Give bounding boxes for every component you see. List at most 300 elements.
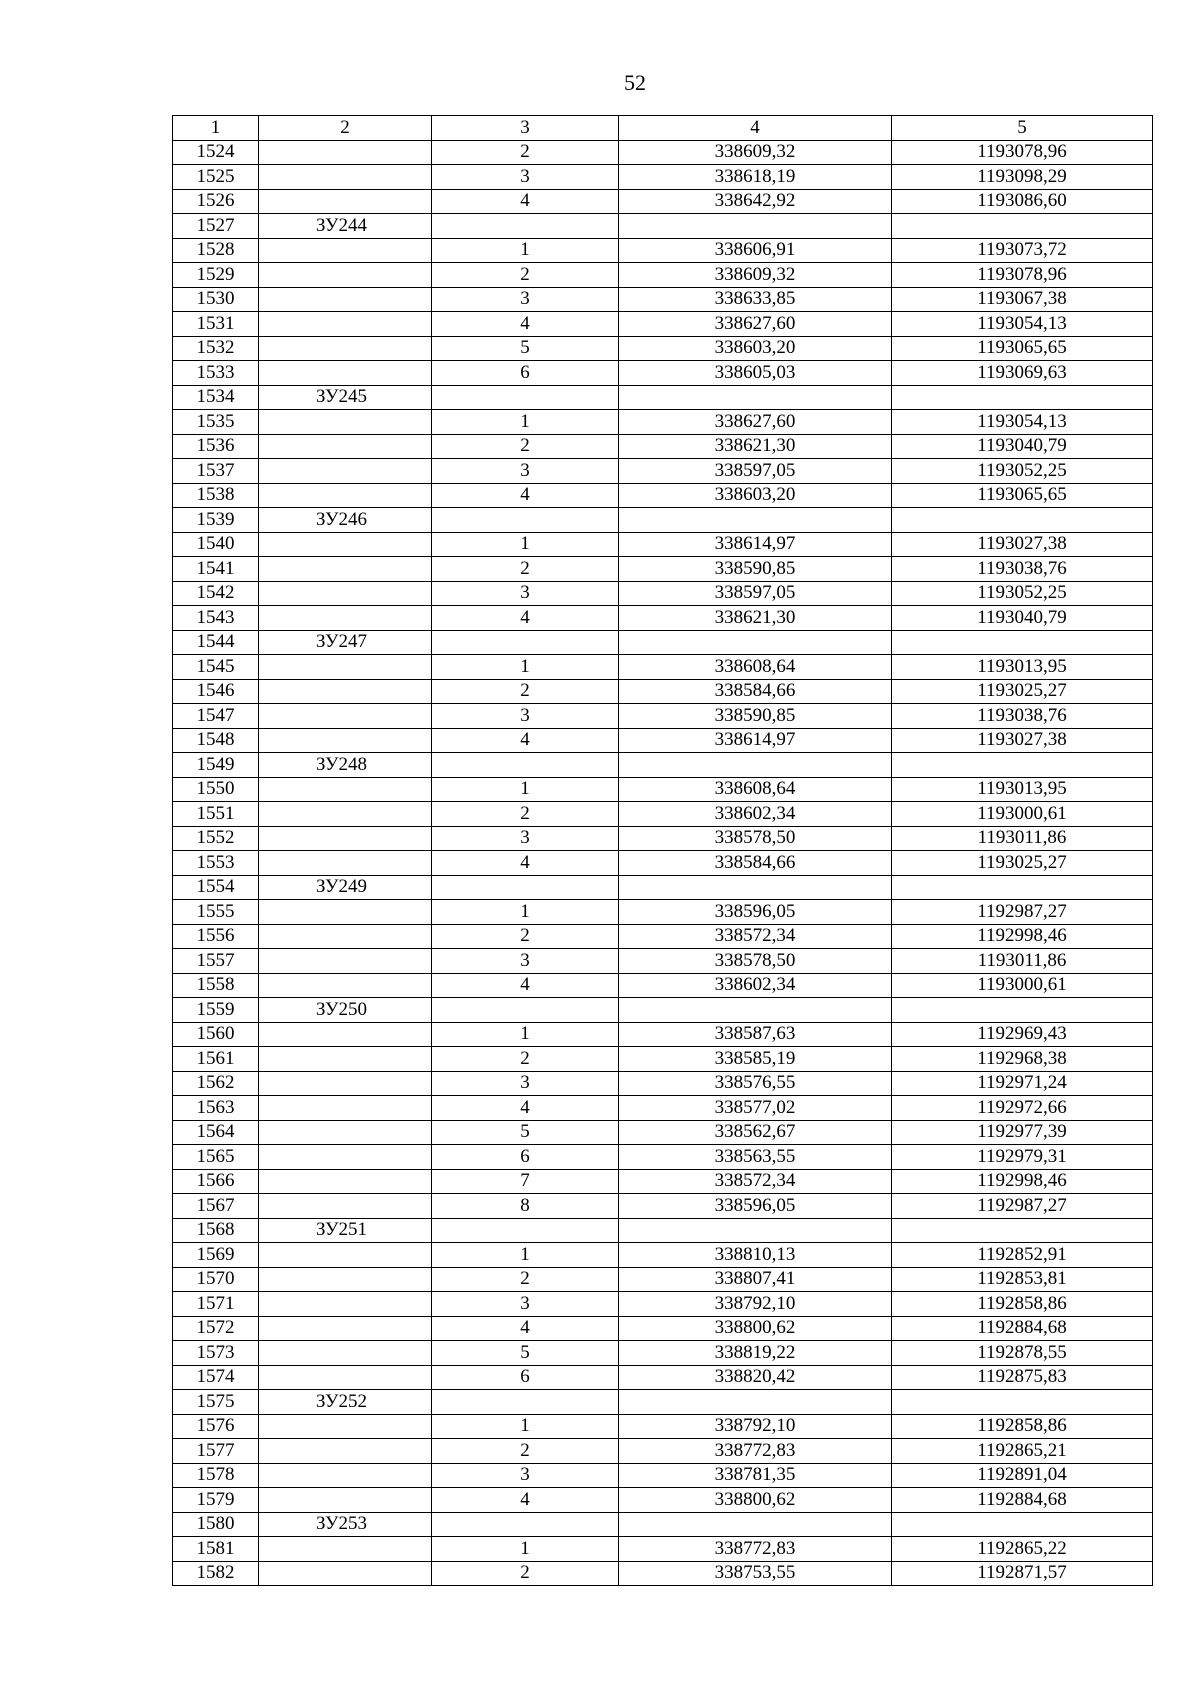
plot-name-cell bbox=[259, 1365, 432, 1390]
point-number-cell: 4 bbox=[432, 1096, 619, 1121]
coordinates-table bbox=[172, 115, 1153, 1586]
plot-name-cell bbox=[259, 1145, 432, 1170]
point-number-cell: 7 bbox=[432, 1169, 619, 1194]
point-number-cell: 1 bbox=[432, 1537, 619, 1562]
plot-name-cell bbox=[259, 802, 432, 827]
y-coordinate-cell: 1192884,68 bbox=[892, 1488, 1153, 1513]
plot-name-cell bbox=[259, 238, 432, 263]
row-number-cell: 1579 bbox=[173, 1488, 259, 1513]
row-number-cell: 1552 bbox=[173, 826, 259, 851]
plot-name-cell bbox=[259, 1537, 432, 1562]
x-coordinate-cell: 338792,10 bbox=[619, 1292, 892, 1317]
table-row bbox=[173, 238, 1153, 263]
point-number-cell: 3 bbox=[432, 581, 619, 606]
point-number-cell: 3 bbox=[432, 165, 619, 190]
point-number-cell bbox=[432, 1390, 619, 1415]
y-coordinate-cell: 1193054,13 bbox=[892, 410, 1153, 435]
plot-name-cell bbox=[259, 410, 432, 435]
plot-name-cell bbox=[259, 728, 432, 753]
y-coordinate-cell: 1192871,57 bbox=[892, 1561, 1153, 1586]
row-number-cell: 1550 bbox=[173, 777, 259, 802]
point-number-cell: 3 bbox=[432, 1292, 619, 1317]
table-row bbox=[173, 1292, 1153, 1317]
table-row bbox=[173, 532, 1153, 557]
plot-name-cell bbox=[259, 1120, 432, 1145]
plot-name-cell bbox=[259, 1267, 432, 1292]
y-coordinate-cell: 1193073,72 bbox=[892, 238, 1153, 263]
plot-name-cell bbox=[259, 165, 432, 190]
x-coordinate-cell: 338590,85 bbox=[619, 557, 892, 582]
x-coordinate-cell bbox=[619, 753, 892, 778]
x-coordinate-cell bbox=[619, 214, 892, 239]
column-header: 4 bbox=[619, 116, 892, 141]
row-number-cell: 1563 bbox=[173, 1096, 259, 1121]
x-coordinate-cell: 338753,55 bbox=[619, 1561, 892, 1586]
point-number-cell: 6 bbox=[432, 1145, 619, 1170]
table-row bbox=[173, 606, 1153, 631]
x-coordinate-cell: 338596,05 bbox=[619, 1194, 892, 1219]
y-coordinate-cell bbox=[892, 630, 1153, 655]
y-coordinate-cell: 1193067,38 bbox=[892, 287, 1153, 312]
row-number-cell: 1573 bbox=[173, 1341, 259, 1366]
plot-name-cell bbox=[259, 655, 432, 680]
x-coordinate-cell: 338772,83 bbox=[619, 1537, 892, 1562]
y-coordinate-cell: 1193013,95 bbox=[892, 655, 1153, 680]
point-number-cell: 1 bbox=[432, 532, 619, 557]
y-coordinate-cell: 1193065,65 bbox=[892, 483, 1153, 508]
y-coordinate-cell: 1193052,25 bbox=[892, 459, 1153, 484]
point-number-cell bbox=[432, 998, 619, 1023]
row-number-cell: 1580 bbox=[173, 1512, 259, 1537]
column-header: 3 bbox=[432, 116, 619, 141]
y-coordinate-cell: 1193040,79 bbox=[892, 434, 1153, 459]
x-coordinate-cell: 338621,30 bbox=[619, 434, 892, 459]
plot-name-cell bbox=[259, 777, 432, 802]
point-number-cell: 8 bbox=[432, 1194, 619, 1219]
plot-name-cell bbox=[259, 189, 432, 214]
row-number-cell: 1531 bbox=[173, 312, 259, 337]
point-number-cell: 2 bbox=[432, 263, 619, 288]
table-row bbox=[173, 1243, 1153, 1268]
table-header-row bbox=[173, 116, 1153, 141]
y-coordinate-cell bbox=[892, 214, 1153, 239]
point-number-cell: 3 bbox=[432, 1463, 619, 1488]
row-number-cell: 1529 bbox=[173, 263, 259, 288]
point-number-cell: 3 bbox=[432, 826, 619, 851]
table-row bbox=[173, 508, 1153, 533]
table-row bbox=[173, 1267, 1153, 1292]
x-coordinate-cell: 338807,41 bbox=[619, 1267, 892, 1292]
y-coordinate-cell: 1192968,38 bbox=[892, 1047, 1153, 1072]
x-coordinate-cell: 338800,62 bbox=[619, 1316, 892, 1341]
point-number-cell: 1 bbox=[432, 900, 619, 925]
y-coordinate-cell: 1192858,86 bbox=[892, 1414, 1153, 1439]
table-row bbox=[173, 287, 1153, 312]
y-coordinate-cell: 1193069,63 bbox=[892, 361, 1153, 386]
plot-name-cell bbox=[259, 606, 432, 631]
x-coordinate-cell bbox=[619, 1512, 892, 1537]
x-coordinate-cell: 338578,50 bbox=[619, 826, 892, 851]
row-number-cell: 1527 bbox=[173, 214, 259, 239]
plot-name-cell bbox=[259, 949, 432, 974]
point-number-cell: 2 bbox=[432, 557, 619, 582]
y-coordinate-cell bbox=[892, 385, 1153, 410]
point-number-cell: 4 bbox=[432, 189, 619, 214]
y-coordinate-cell: 1193038,76 bbox=[892, 557, 1153, 582]
y-coordinate-cell: 1192972,66 bbox=[892, 1096, 1153, 1121]
plot-name-cell bbox=[259, 1463, 432, 1488]
table-row bbox=[173, 1463, 1153, 1488]
point-number-cell: 3 bbox=[432, 1071, 619, 1096]
row-number-cell: 1551 bbox=[173, 802, 259, 827]
plot-name-cell bbox=[259, 532, 432, 557]
table-row bbox=[173, 1169, 1153, 1194]
plot-name-cell bbox=[259, 1243, 432, 1268]
plot-name-cell bbox=[259, 483, 432, 508]
x-coordinate-cell: 338820,42 bbox=[619, 1365, 892, 1390]
column-header: 5 bbox=[892, 116, 1153, 141]
point-number-cell: 2 bbox=[432, 924, 619, 949]
point-number-cell: 2 bbox=[432, 140, 619, 165]
plot-name-cell: ЗУ251 bbox=[259, 1218, 432, 1243]
y-coordinate-cell: 1193040,79 bbox=[892, 606, 1153, 631]
x-coordinate-cell: 338584,66 bbox=[619, 851, 892, 876]
row-number-cell: 1576 bbox=[173, 1414, 259, 1439]
plot-name-cell bbox=[259, 900, 432, 925]
point-number-cell: 4 bbox=[432, 851, 619, 876]
y-coordinate-cell: 1192977,39 bbox=[892, 1120, 1153, 1145]
y-coordinate-cell: 1193000,61 bbox=[892, 973, 1153, 998]
x-coordinate-cell: 338576,55 bbox=[619, 1071, 892, 1096]
table-row bbox=[173, 1341, 1153, 1366]
row-number-cell: 1582 bbox=[173, 1561, 259, 1586]
plot-name-cell bbox=[259, 287, 432, 312]
row-number-cell: 1555 bbox=[173, 900, 259, 925]
table-row bbox=[173, 1561, 1153, 1586]
plot-name-cell: ЗУ248 bbox=[259, 753, 432, 778]
point-number-cell: 4 bbox=[432, 973, 619, 998]
y-coordinate-cell: 1193013,95 bbox=[892, 777, 1153, 802]
row-number-cell: 1534 bbox=[173, 385, 259, 410]
row-number-cell: 1537 bbox=[173, 459, 259, 484]
point-number-cell: 1 bbox=[432, 655, 619, 680]
row-number-cell: 1528 bbox=[173, 238, 259, 263]
x-coordinate-cell: 338810,13 bbox=[619, 1243, 892, 1268]
x-coordinate-cell: 338572,34 bbox=[619, 924, 892, 949]
y-coordinate-cell: 1193065,65 bbox=[892, 336, 1153, 361]
table-row bbox=[173, 1488, 1153, 1513]
table-row bbox=[173, 1390, 1153, 1415]
point-number-cell bbox=[432, 875, 619, 900]
table-row bbox=[173, 1414, 1153, 1439]
y-coordinate-cell: 1193011,86 bbox=[892, 949, 1153, 974]
x-coordinate-cell bbox=[619, 998, 892, 1023]
row-number-cell: 1567 bbox=[173, 1194, 259, 1219]
plot-name-cell bbox=[259, 1071, 432, 1096]
x-coordinate-cell: 338587,63 bbox=[619, 1022, 892, 1047]
table-row bbox=[173, 214, 1153, 239]
table-row bbox=[173, 1096, 1153, 1121]
table-row bbox=[173, 1218, 1153, 1243]
y-coordinate-cell: 1193086,60 bbox=[892, 189, 1153, 214]
y-coordinate-cell: 1193027,38 bbox=[892, 532, 1153, 557]
plot-name-cell bbox=[259, 1022, 432, 1047]
plot-name-cell bbox=[259, 851, 432, 876]
table-row bbox=[173, 900, 1153, 925]
x-coordinate-cell: 338563,55 bbox=[619, 1145, 892, 1170]
row-number-cell: 1524 bbox=[173, 140, 259, 165]
point-number-cell: 3 bbox=[432, 949, 619, 974]
point-number-cell: 1 bbox=[432, 410, 619, 435]
table-row bbox=[173, 483, 1153, 508]
row-number-cell: 1558 bbox=[173, 973, 259, 998]
y-coordinate-cell: 1192875,83 bbox=[892, 1365, 1153, 1390]
row-number-cell: 1556 bbox=[173, 924, 259, 949]
x-coordinate-cell: 338590,85 bbox=[619, 704, 892, 729]
table-row bbox=[173, 1194, 1153, 1219]
row-number-cell: 1546 bbox=[173, 679, 259, 704]
x-coordinate-cell: 338609,32 bbox=[619, 140, 892, 165]
table-row bbox=[173, 263, 1153, 288]
y-coordinate-cell bbox=[892, 1512, 1153, 1537]
plot-name-cell bbox=[259, 1047, 432, 1072]
point-number-cell: 4 bbox=[432, 483, 619, 508]
x-coordinate-cell: 338608,64 bbox=[619, 655, 892, 680]
point-number-cell: 3 bbox=[432, 704, 619, 729]
x-coordinate-cell bbox=[619, 385, 892, 410]
y-coordinate-cell: 1193027,38 bbox=[892, 728, 1153, 753]
table-row bbox=[173, 1071, 1153, 1096]
row-number-cell: 1538 bbox=[173, 483, 259, 508]
plot-name-cell: ЗУ245 bbox=[259, 385, 432, 410]
row-number-cell: 1545 bbox=[173, 655, 259, 680]
x-coordinate-cell: 338603,20 bbox=[619, 336, 892, 361]
point-number-cell: 3 bbox=[432, 287, 619, 312]
row-number-cell: 1526 bbox=[173, 189, 259, 214]
point-number-cell: 4 bbox=[432, 606, 619, 631]
point-number-cell: 1 bbox=[432, 1243, 619, 1268]
plot-name-cell bbox=[259, 434, 432, 459]
row-number-cell: 1532 bbox=[173, 336, 259, 361]
x-coordinate-cell bbox=[619, 630, 892, 655]
page-number: 52 bbox=[624, 70, 646, 95]
point-number-cell: 6 bbox=[432, 1365, 619, 1390]
table-row bbox=[173, 165, 1153, 190]
x-coordinate-cell: 338609,32 bbox=[619, 263, 892, 288]
row-number-cell: 1561 bbox=[173, 1047, 259, 1072]
table-row bbox=[173, 1022, 1153, 1047]
table-row bbox=[173, 802, 1153, 827]
plot-name-cell: ЗУ252 bbox=[259, 1390, 432, 1415]
y-coordinate-cell: 1192853,81 bbox=[892, 1267, 1153, 1292]
row-number-cell: 1533 bbox=[173, 361, 259, 386]
point-number-cell: 4 bbox=[432, 728, 619, 753]
plot-name-cell bbox=[259, 1194, 432, 1219]
row-number-cell: 1578 bbox=[173, 1463, 259, 1488]
table-row bbox=[173, 557, 1153, 582]
point-number-cell bbox=[432, 630, 619, 655]
point-number-cell: 6 bbox=[432, 361, 619, 386]
point-number-cell: 2 bbox=[432, 1047, 619, 1072]
plot-name-cell bbox=[259, 1292, 432, 1317]
x-coordinate-cell: 338800,62 bbox=[619, 1488, 892, 1513]
x-coordinate-cell: 338606,91 bbox=[619, 238, 892, 263]
x-coordinate-cell bbox=[619, 875, 892, 900]
x-coordinate-cell: 338605,03 bbox=[619, 361, 892, 386]
point-number-cell bbox=[432, 214, 619, 239]
table-row bbox=[173, 655, 1153, 680]
plot-name-cell bbox=[259, 679, 432, 704]
table-row bbox=[173, 410, 1153, 435]
plot-name-cell: ЗУ249 bbox=[259, 875, 432, 900]
plot-name-cell bbox=[259, 557, 432, 582]
row-number-cell: 1574 bbox=[173, 1365, 259, 1390]
table-row bbox=[173, 728, 1153, 753]
x-coordinate-cell: 338578,50 bbox=[619, 949, 892, 974]
row-number-cell: 1536 bbox=[173, 434, 259, 459]
point-number-cell bbox=[432, 1512, 619, 1537]
y-coordinate-cell: 1192878,55 bbox=[892, 1341, 1153, 1366]
plot-name-cell bbox=[259, 1096, 432, 1121]
table-row bbox=[173, 140, 1153, 165]
x-coordinate-cell: 338585,19 bbox=[619, 1047, 892, 1072]
table-row bbox=[173, 189, 1153, 214]
x-coordinate-cell: 338577,02 bbox=[619, 1096, 892, 1121]
y-coordinate-cell: 1192971,24 bbox=[892, 1071, 1153, 1096]
y-coordinate-cell: 1193078,96 bbox=[892, 263, 1153, 288]
x-coordinate-cell: 338781,35 bbox=[619, 1463, 892, 1488]
row-number-cell: 1557 bbox=[173, 949, 259, 974]
x-coordinate-cell bbox=[619, 508, 892, 533]
point-number-cell: 4 bbox=[432, 1316, 619, 1341]
row-number-cell: 1540 bbox=[173, 532, 259, 557]
plot-name-cell bbox=[259, 1341, 432, 1366]
plot-name-cell bbox=[259, 336, 432, 361]
y-coordinate-cell: 1192998,46 bbox=[892, 924, 1153, 949]
table-row bbox=[173, 630, 1153, 655]
plot-name-cell bbox=[259, 263, 432, 288]
table-row bbox=[173, 1120, 1153, 1145]
table-row bbox=[173, 385, 1153, 410]
row-number-cell: 1543 bbox=[173, 606, 259, 631]
point-number-cell: 1 bbox=[432, 777, 619, 802]
row-number-cell: 1569 bbox=[173, 1243, 259, 1268]
plot-name-cell bbox=[259, 826, 432, 851]
table-row bbox=[173, 924, 1153, 949]
plot-name-cell bbox=[259, 140, 432, 165]
x-coordinate-cell: 338627,60 bbox=[619, 410, 892, 435]
table-row bbox=[173, 777, 1153, 802]
y-coordinate-cell: 1192987,27 bbox=[892, 900, 1153, 925]
point-number-cell: 5 bbox=[432, 1341, 619, 1366]
y-coordinate-cell bbox=[892, 998, 1153, 1023]
row-number-cell: 1560 bbox=[173, 1022, 259, 1047]
plot-name-cell bbox=[259, 1414, 432, 1439]
point-number-cell: 1 bbox=[432, 1022, 619, 1047]
point-number-cell: 1 bbox=[432, 1414, 619, 1439]
point-number-cell: 1 bbox=[432, 238, 619, 263]
x-coordinate-cell: 338627,60 bbox=[619, 312, 892, 337]
x-coordinate-cell: 338621,30 bbox=[619, 606, 892, 631]
table-row bbox=[173, 875, 1153, 900]
x-coordinate-cell: 338597,05 bbox=[619, 581, 892, 606]
y-coordinate-cell: 1192969,43 bbox=[892, 1022, 1153, 1047]
row-number-cell: 1564 bbox=[173, 1120, 259, 1145]
x-coordinate-cell: 338597,05 bbox=[619, 459, 892, 484]
plot-name-cell bbox=[259, 1316, 432, 1341]
row-number-cell: 1568 bbox=[173, 1218, 259, 1243]
y-coordinate-cell bbox=[892, 875, 1153, 900]
x-coordinate-cell: 338819,22 bbox=[619, 1341, 892, 1366]
x-coordinate-cell: 338633,85 bbox=[619, 287, 892, 312]
y-coordinate-cell: 1193078,96 bbox=[892, 140, 1153, 165]
y-coordinate-cell: 1193098,29 bbox=[892, 165, 1153, 190]
point-number-cell: 5 bbox=[432, 1120, 619, 1145]
row-number-cell: 1539 bbox=[173, 508, 259, 533]
x-coordinate-cell: 338614,97 bbox=[619, 532, 892, 557]
y-coordinate-cell: 1192998,46 bbox=[892, 1169, 1153, 1194]
table-row bbox=[173, 826, 1153, 851]
plot-name-cell bbox=[259, 1169, 432, 1194]
point-number-cell bbox=[432, 385, 619, 410]
row-number-cell: 1544 bbox=[173, 630, 259, 655]
plot-name-cell: ЗУ253 bbox=[259, 1512, 432, 1537]
table-row bbox=[173, 1047, 1153, 1072]
plot-name-cell: ЗУ247 bbox=[259, 630, 432, 655]
x-coordinate-cell: 338562,67 bbox=[619, 1120, 892, 1145]
y-coordinate-cell: 1192987,27 bbox=[892, 1194, 1153, 1219]
point-number-cell: 5 bbox=[432, 336, 619, 361]
y-coordinate-cell bbox=[892, 1218, 1153, 1243]
y-coordinate-cell: 1193000,61 bbox=[892, 802, 1153, 827]
table-row bbox=[173, 1512, 1153, 1537]
plot-name-cell bbox=[259, 1561, 432, 1586]
table-row bbox=[173, 361, 1153, 386]
x-coordinate-cell: 338618,19 bbox=[619, 165, 892, 190]
row-number-cell: 1553 bbox=[173, 851, 259, 876]
row-number-cell: 1565 bbox=[173, 1145, 259, 1170]
point-number-cell: 2 bbox=[432, 679, 619, 704]
x-coordinate-cell: 338602,34 bbox=[619, 802, 892, 827]
y-coordinate-cell: 1192865,21 bbox=[892, 1439, 1153, 1464]
plot-name-cell bbox=[259, 1488, 432, 1513]
y-coordinate-cell: 1193054,13 bbox=[892, 312, 1153, 337]
row-number-cell: 1530 bbox=[173, 287, 259, 312]
point-number-cell: 4 bbox=[432, 1488, 619, 1513]
y-coordinate-cell bbox=[892, 753, 1153, 778]
point-number-cell bbox=[432, 508, 619, 533]
row-number-cell: 1535 bbox=[173, 410, 259, 435]
x-coordinate-cell bbox=[619, 1218, 892, 1243]
column-header: 1 bbox=[173, 116, 259, 141]
point-number-cell bbox=[432, 1218, 619, 1243]
table-row bbox=[173, 581, 1153, 606]
y-coordinate-cell: 1193025,27 bbox=[892, 851, 1153, 876]
row-number-cell: 1577 bbox=[173, 1439, 259, 1464]
table-row bbox=[173, 973, 1153, 998]
point-number-cell: 4 bbox=[432, 312, 619, 337]
x-coordinate-cell: 338792,10 bbox=[619, 1414, 892, 1439]
row-number-cell: 1554 bbox=[173, 875, 259, 900]
plot-name-cell bbox=[259, 581, 432, 606]
x-coordinate-cell: 338603,20 bbox=[619, 483, 892, 508]
table-row bbox=[173, 704, 1153, 729]
y-coordinate-cell: 1193038,76 bbox=[892, 704, 1153, 729]
table-body bbox=[173, 116, 1153, 1586]
point-number-cell: 2 bbox=[432, 1267, 619, 1292]
y-coordinate-cell: 1193052,25 bbox=[892, 581, 1153, 606]
table-row bbox=[173, 434, 1153, 459]
